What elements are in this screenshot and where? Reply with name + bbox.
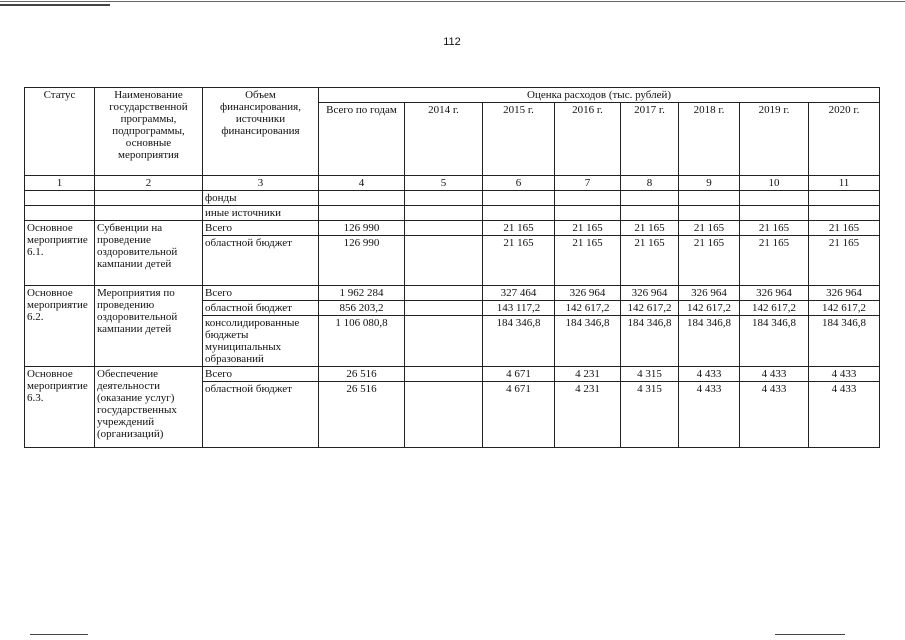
source-cell: иные источники <box>203 206 319 221</box>
total-cell: 126 990 <box>319 236 405 286</box>
status-cell <box>25 191 95 206</box>
total-cell: 856 203,2 <box>319 301 405 316</box>
header-year: 2020 г. <box>809 103 880 176</box>
value-cell <box>555 206 621 221</box>
year-value-cell: 21 165 <box>483 236 555 286</box>
year-value-cell: 184 346,8 <box>740 316 809 367</box>
year-value-cell: 4 315 <box>621 367 679 382</box>
year-value-cell <box>405 236 483 286</box>
value-cell <box>483 191 555 206</box>
value-cell <box>483 206 555 221</box>
value-cell <box>809 206 880 221</box>
year-value-cell: 326 964 <box>621 286 679 301</box>
header-year: 2019 г. <box>740 103 809 176</box>
status-cell <box>25 206 95 221</box>
year-value-cell: 142 617,2 <box>555 301 621 316</box>
year-value-cell: 21 165 <box>621 236 679 286</box>
year-value-cell: 21 165 <box>621 221 679 236</box>
status-cell: Основное мероприятие 6.2. <box>25 286 95 367</box>
source-cell: Всего <box>203 286 319 301</box>
column-number: 5 <box>405 176 483 191</box>
value-cell <box>740 191 809 206</box>
year-value-cell: 21 165 <box>679 236 740 286</box>
name-cell <box>95 206 203 221</box>
value-cell <box>679 206 740 221</box>
year-value-cell: 21 165 <box>679 221 740 236</box>
year-value-cell: 184 346,8 <box>483 316 555 367</box>
year-value-cell: 184 346,8 <box>679 316 740 367</box>
year-value-cell: 21 165 <box>740 221 809 236</box>
column-number: 11 <box>809 176 880 191</box>
continuation-row <box>25 191 880 206</box>
value-cell <box>405 191 483 206</box>
column-number: 6 <box>483 176 555 191</box>
budget-table <box>24 87 880 448</box>
year-value-cell <box>405 367 483 382</box>
year-value-cell: 4 433 <box>740 367 809 382</box>
name-cell: Мероприятия по проведению оздоровительной кампании детей <box>95 286 203 367</box>
year-value-cell: 184 346,8 <box>809 316 880 367</box>
year-value-cell <box>405 301 483 316</box>
year-value-cell <box>405 316 483 367</box>
budget-table-body <box>25 88 880 448</box>
value-cell <box>319 191 405 206</box>
year-value-cell: 143 117,2 <box>483 301 555 316</box>
source-cell: Всего <box>203 221 319 236</box>
header-status: Статус <box>25 88 95 176</box>
year-value-cell: 4 671 <box>483 382 555 448</box>
column-number: 1 <box>25 176 95 191</box>
column-number: 10 <box>740 176 809 191</box>
column-number: 7 <box>555 176 621 191</box>
value-cell <box>809 191 880 206</box>
year-value-cell: 4 231 <box>555 382 621 448</box>
scan-line-top <box>0 1 905 2</box>
name-cell <box>95 191 203 206</box>
year-value-cell: 327 464 <box>483 286 555 301</box>
year-value-cell: 326 964 <box>809 286 880 301</box>
year-value-cell: 142 617,2 <box>740 301 809 316</box>
year-value-cell: 184 346,8 <box>621 316 679 367</box>
year-value-cell: 21 165 <box>483 221 555 236</box>
year-value-cell: 21 165 <box>740 236 809 286</box>
year-value-cell: 4 433 <box>809 382 880 448</box>
page-number: 112 <box>443 36 461 48</box>
table-row <box>25 221 880 236</box>
year-value-cell: 142 617,2 <box>679 301 740 316</box>
year-value-cell <box>405 221 483 236</box>
name-cell: Субвенции на проведение оздоровительной кампании детей <box>95 221 203 286</box>
source-cell: Всего <box>203 367 319 382</box>
continuation-row <box>25 206 880 221</box>
value-cell <box>679 191 740 206</box>
total-cell: 1 962 284 <box>319 286 405 301</box>
header-name: Наименование государственной программы, подпрограммы, основные мероприятия <box>95 88 203 176</box>
column-number-row <box>25 176 880 191</box>
scan-line-bottom-right <box>775 634 845 635</box>
value-cell <box>621 191 679 206</box>
source-cell: областной бюджет <box>203 236 319 286</box>
year-value-cell: 184 346,8 <box>555 316 621 367</box>
year-value-cell: 21 165 <box>555 221 621 236</box>
year-value-cell: 4 315 <box>621 382 679 448</box>
year-value-cell: 326 964 <box>555 286 621 301</box>
year-value-cell: 4 433 <box>809 367 880 382</box>
header-year: 2016 г. <box>555 103 621 176</box>
column-number: 2 <box>95 176 203 191</box>
year-value-cell: 142 617,2 <box>809 301 880 316</box>
year-value-cell: 4 231 <box>555 367 621 382</box>
total-cell: 26 516 <box>319 367 405 382</box>
scan-line-bottom-left <box>30 634 88 635</box>
source-cell: консолидированные бюджеты муниципальных образований <box>203 316 319 367</box>
table-row <box>25 286 880 301</box>
year-value-cell: 21 165 <box>555 236 621 286</box>
header-estimate: Оценка расходов (тыс. рублей) <box>319 88 880 103</box>
header-volume: Объем финансирования, источники финансирования <box>203 88 319 176</box>
year-value-cell: 142 617,2 <box>621 301 679 316</box>
total-cell: 26 516 <box>319 382 405 448</box>
status-cell: Основное мероприятие 6.3. <box>25 367 95 448</box>
source-cell: фонды <box>203 191 319 206</box>
year-value-cell: 4 671 <box>483 367 555 382</box>
header-row-top <box>25 88 880 103</box>
column-number: 8 <box>621 176 679 191</box>
year-value-cell: 326 964 <box>740 286 809 301</box>
header-year: 2015 г. <box>483 103 555 176</box>
year-value-cell: 4 433 <box>679 367 740 382</box>
name-cell: Обеспечение деятельности (оказание услуг) государственных учреждений (организаций) <box>95 367 203 448</box>
table-row <box>25 367 880 382</box>
year-value-cell <box>405 382 483 448</box>
column-number: 4 <box>319 176 405 191</box>
header-year: 2014 г. <box>405 103 483 176</box>
source-cell: областной бюджет <box>203 382 319 448</box>
source-cell: областной бюджет <box>203 301 319 316</box>
year-value-cell: 4 433 <box>740 382 809 448</box>
year-value-cell <box>405 286 483 301</box>
header-year: 2017 г. <box>621 103 679 176</box>
year-value-cell: 4 433 <box>679 382 740 448</box>
status-cell: Основное мероприятие 6.1. <box>25 221 95 286</box>
column-number: 9 <box>679 176 740 191</box>
column-number: 3 <box>203 176 319 191</box>
year-value-cell: 21 165 <box>809 236 880 286</box>
year-value-cell: 21 165 <box>809 221 880 236</box>
header-total: Всего по годам <box>319 103 405 176</box>
scan-line-top-left <box>0 4 110 6</box>
value-cell <box>621 206 679 221</box>
value-cell <box>319 206 405 221</box>
value-cell <box>555 191 621 206</box>
total-cell: 126 990 <box>319 221 405 236</box>
value-cell <box>740 206 809 221</box>
value-cell <box>405 206 483 221</box>
total-cell: 1 106 080,8 <box>319 316 405 367</box>
header-year: 2018 г. <box>679 103 740 176</box>
year-value-cell: 326 964 <box>679 286 740 301</box>
